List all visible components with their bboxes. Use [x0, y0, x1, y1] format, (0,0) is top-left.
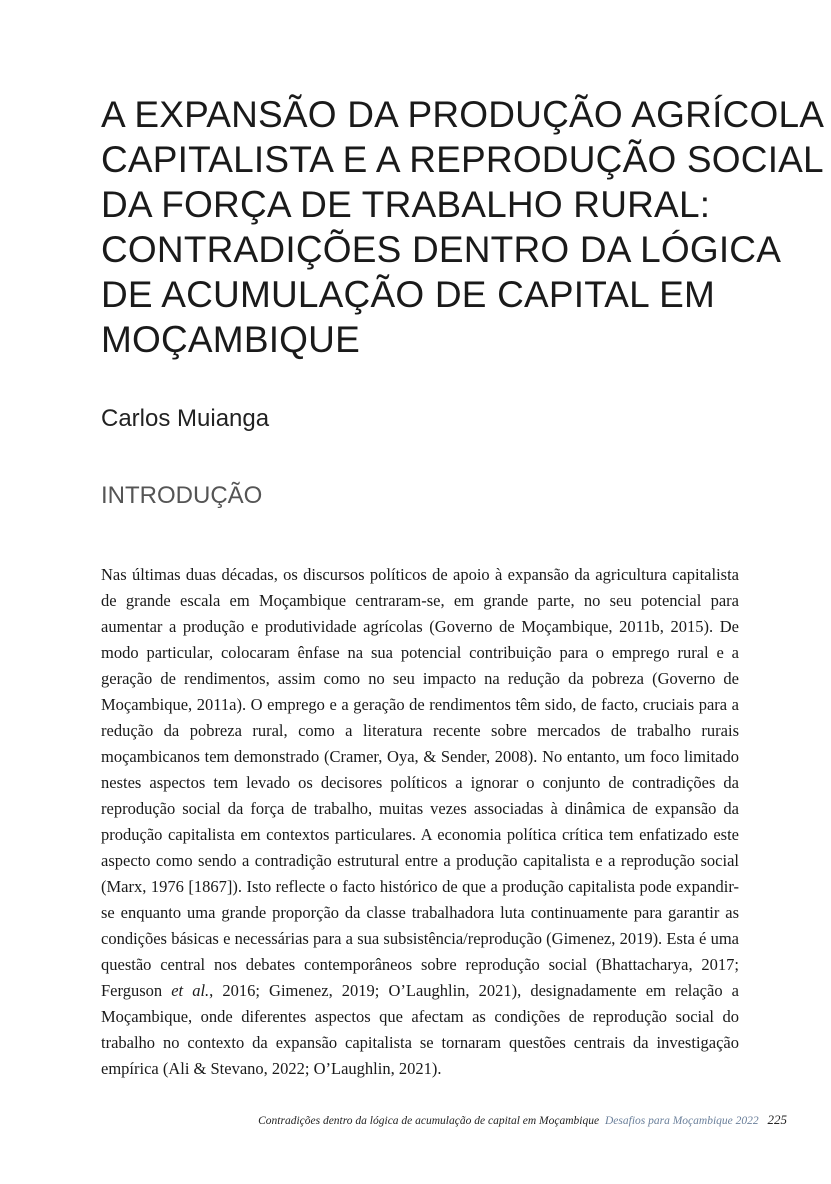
article-title	[101, 92, 825, 362]
section-heading: INTRODUÇÃO	[101, 482, 263, 509]
title-line: DE ACUMULAÇÃO DE CAPITAL EM	[101, 274, 715, 315]
title-line: MOÇAMBIQUE	[101, 319, 360, 360]
author-name: Carlos Muianga	[101, 405, 270, 432]
page-number: 225	[767, 1112, 787, 1127]
title-line: CONTRADIÇÕES DENTRO DA LÓGICA	[101, 229, 782, 270]
footer-chapter-title: Contradições dentro da lógica de acumulação de capital em Moçambique	[258, 1115, 600, 1127]
body-paragraph	[101, 562, 739, 1082]
title-line: A EXPANSÃO DA PRODUÇÃO AGRÍCOLA	[101, 94, 825, 135]
body-text-part1: Nas últimas duas décadas, os discursos políticos de apoio à expansão da agricultura capitalista de grande escala em Moçambique centraram-se, em grande parte, no seu potencial para aumentar a produção e produtividade agrícolas (Governo de Moçambique, 2011b, 2015). De modo particular, colocaram ênfase na sua potencial contribuição para o emprego rural e a geração de rendimentos, assim como no seu impacto na redução da pobreza (Governo de Moçambique, 2011a). O emprego e a geração de rendimentos têm sido, de facto, cruciais para a redução da pobreza rural, como a literatura recente sobre mercados de trabalho rurais moçambicanos tem demonstrado (Cramer, Oya, & Sender, 2008). No entanto, um foco limitado nestes aspectos tem levado os decisores políticos a ignorar o conjunto de contradições da reprodução social da força de trabalho, muitas vezes associadas à dinâmica de expansão da produção capitalista em contextos particulares. A economia política crítica tem enfatizado este aspecto como sendo a contradição estrutural entre a produção capitalista e a reprodução social (Marx, 1976 [1867]). Isto reflecte o facto histórico de que a produção capitalista pode expandir-se enquanto uma grande proporção da classe trabalhadora luta continuamente para garantir as condições básicas e necessárias para a sua subsistência/reprodução (Gimenez, 2019). Esta é uma questão central nos debates contemporâneos sobre reprodução social (Bhattacharya, 2017; Ferguson	[101, 565, 739, 1000]
body-text-etal: et al.	[171, 981, 210, 1000]
page-footer	[258, 1112, 787, 1128]
footer-book-title: Desafios para Moçambique 2022	[604, 1115, 759, 1127]
body-text-part2: , 2016; Gimenez, 2019; O’Laughlin, 2021), designadamente em relação a Moçambique, onde diferentes aspectos que afectam as condições de reprodução social do trabalho no contexto da expansão capitalista se tornaram questões centrais da investigação empírica (Ali & Stevano, 2022; O’Laughlin, 2021).	[101, 981, 739, 1078]
title-line: CAPITALISTA E A REPRODUÇÃO SOCIAL	[101, 139, 824, 180]
title-line: DA FORÇA DE TRABALHO RURAL:	[101, 184, 711, 225]
